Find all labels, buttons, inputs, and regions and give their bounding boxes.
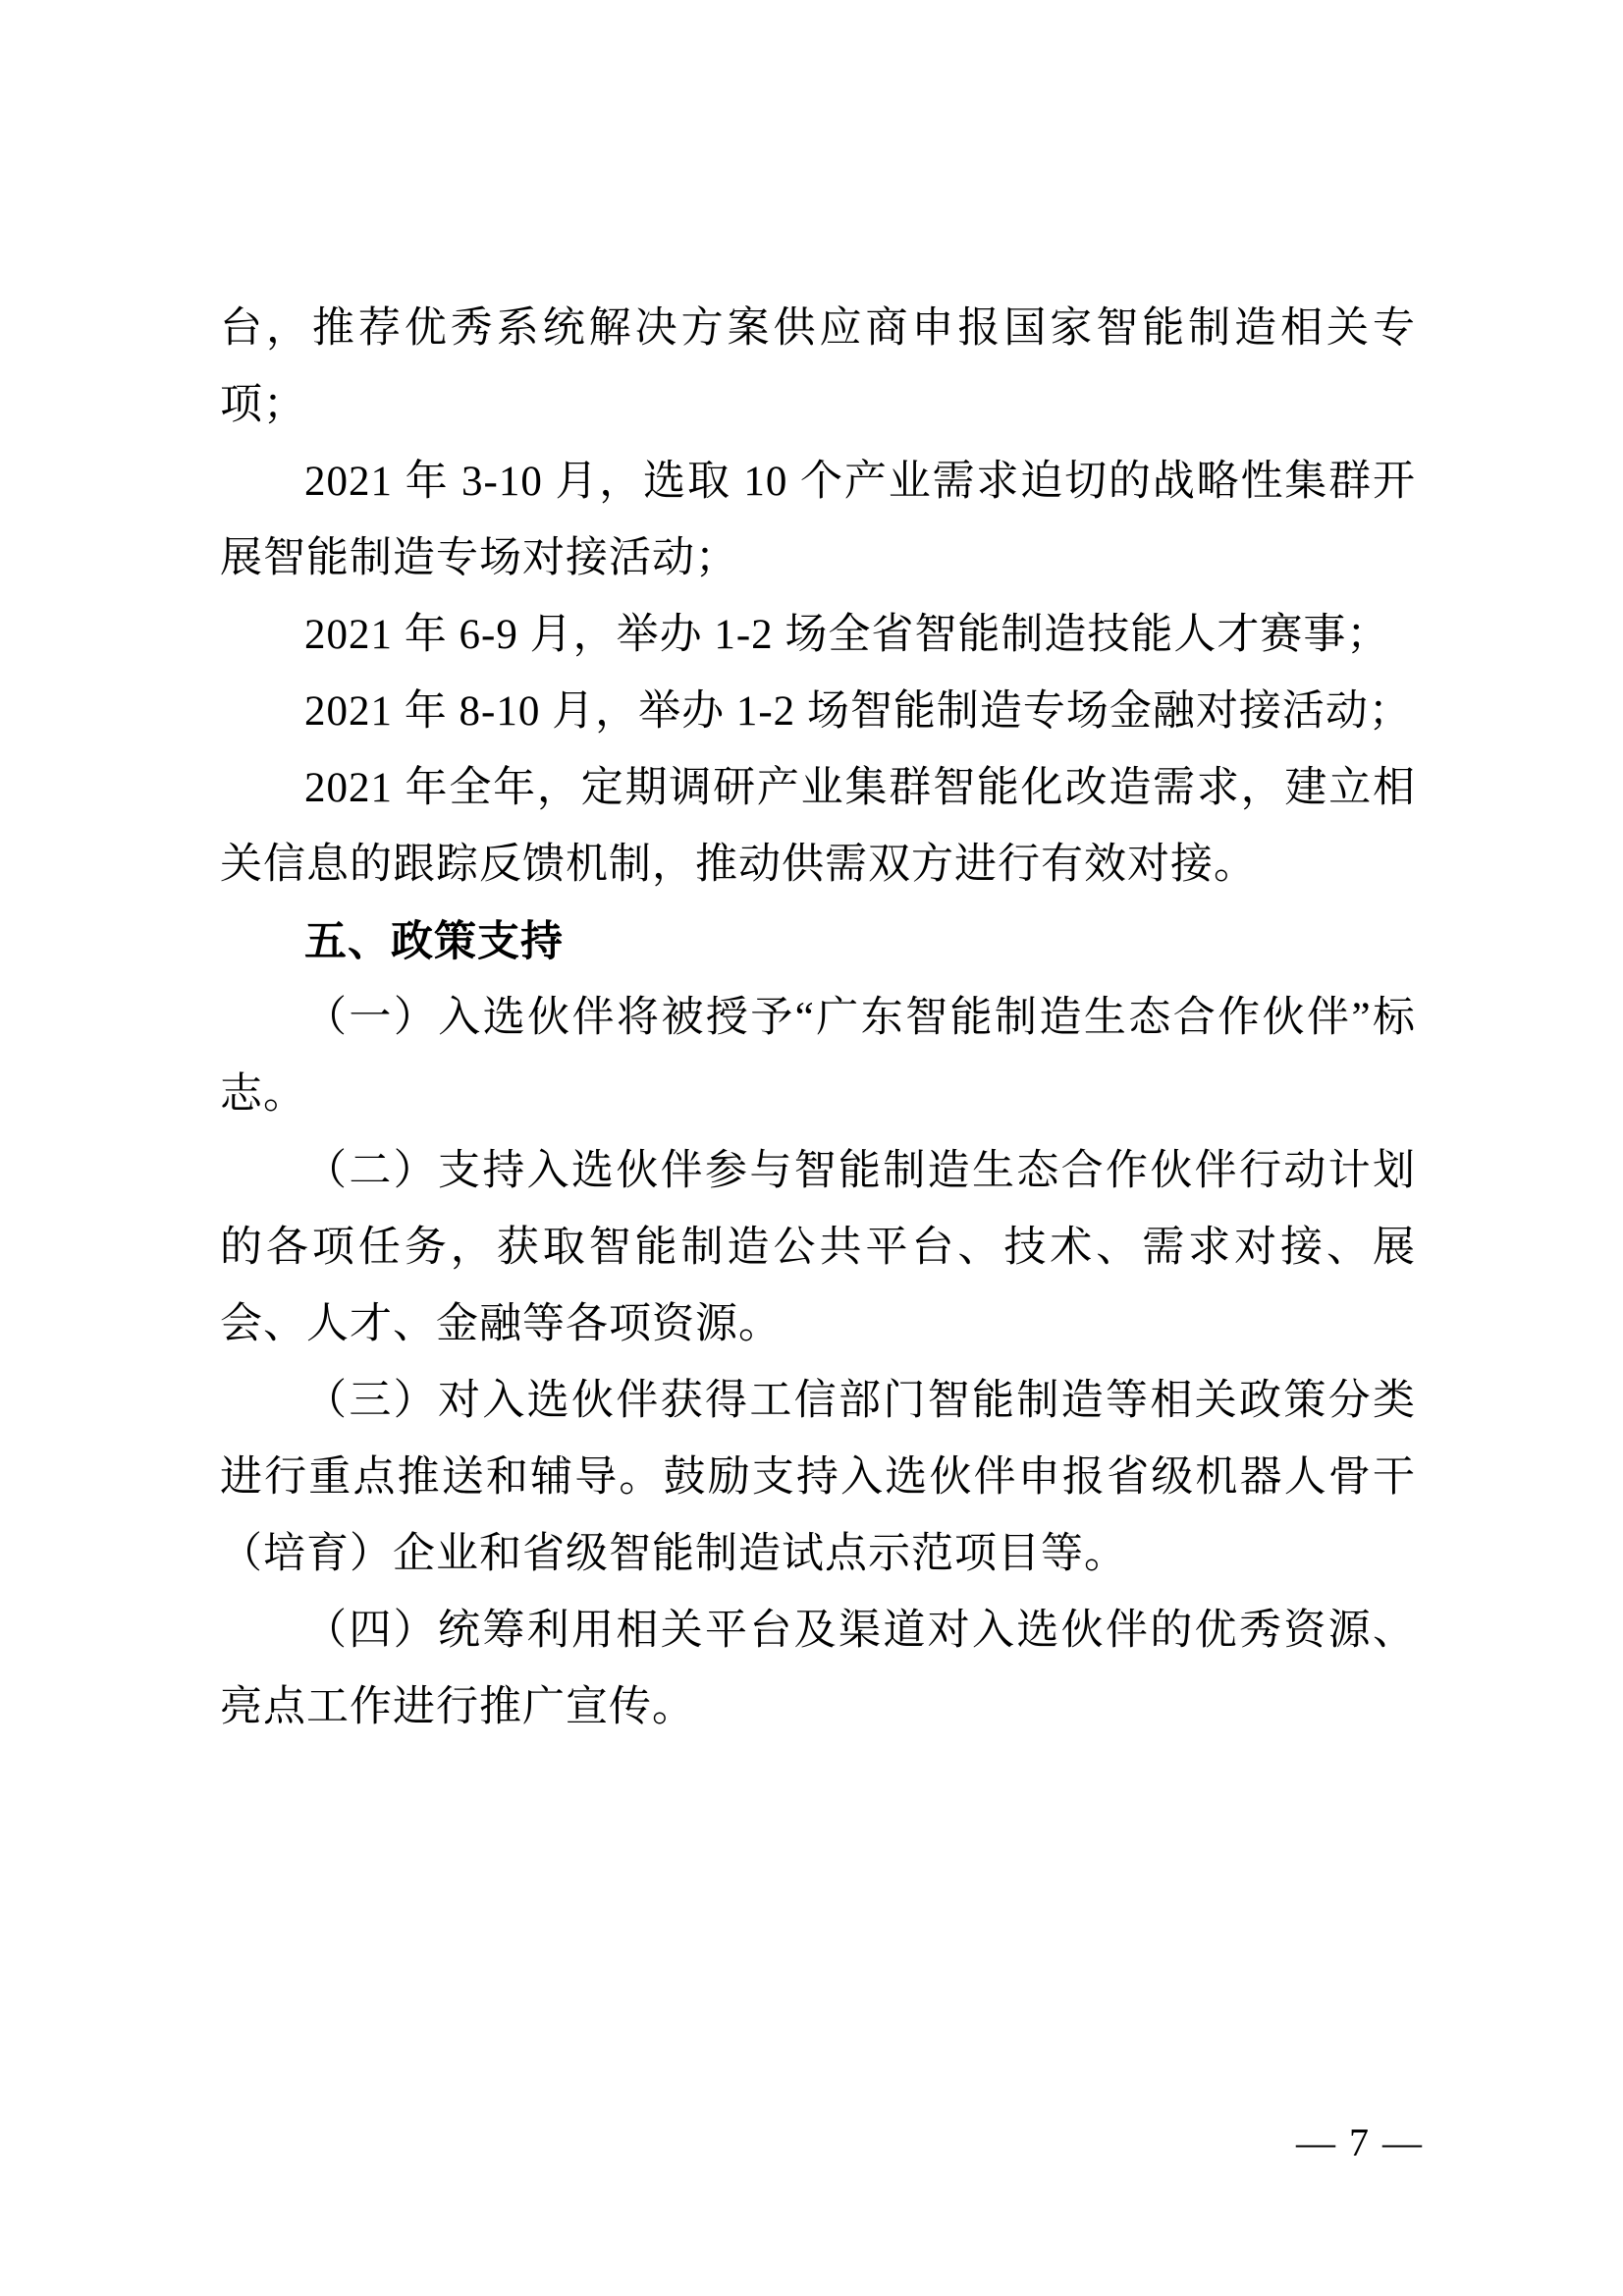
page-number: — 7 — — [1296, 2120, 1424, 2164]
document-text-block — [220, 291, 1416, 1746]
paragraph-policy-item-4: （四）统筹利用相关平台及渠道对入选伙伴的优秀资源、亮点工作进行推广宣传。 — [220, 1608, 1416, 1730]
paragraph-schedule-mar-oct: 2021 年 3-10 月，选取 10 个产业需求迫切的战略性集群开展智能制造专场对接活动； — [220, 459, 1416, 581]
paragraph-schedule-aug-oct: 2021 年 8-10 月，举办 1-2 场智能制造专场金融对接活动； — [304, 688, 1412, 735]
paragraph-policy-item-1: （一）入选伙伴将被授予“广东智能制造生态合作伙伴”标志。 — [220, 995, 1416, 1118]
section-heading-policy-support: 五、政策支持 — [304, 918, 564, 965]
paragraph-policy-item-2: （二）支持入选伙伴参与智能制造生态合作伙伴行动计划的各项任务，获取智能制造公共平台、技术、需求对接、展会、人才、金融等各项资源。 — [220, 1148, 1416, 1347]
paragraph-schedule-jun-sep: 2021 年 6-9 月，举办 1-2 场全省智能制造技能人才赛事； — [304, 612, 1390, 658]
paragraph-policy-item-3: （三）对入选伙伴获得工信部门智能制造等相关政策分类进行重点推送和辅导。鼓励支持入选伙伴申报省级机器人骨干（培育）企业和省级智能制造试点示范项目等。 — [220, 1378, 1416, 1577]
paragraph-schedule-year-round: 2021 年全年，定期调研产业集群智能化改造需求，建立相关信息的跟踪反馈机制，推动供需双方进行有效对接。 — [220, 765, 1416, 888]
paragraph-continuation: 台，推荐优秀系统解决方案供应商申报国家智能制造相关专项； — [220, 305, 1416, 428]
